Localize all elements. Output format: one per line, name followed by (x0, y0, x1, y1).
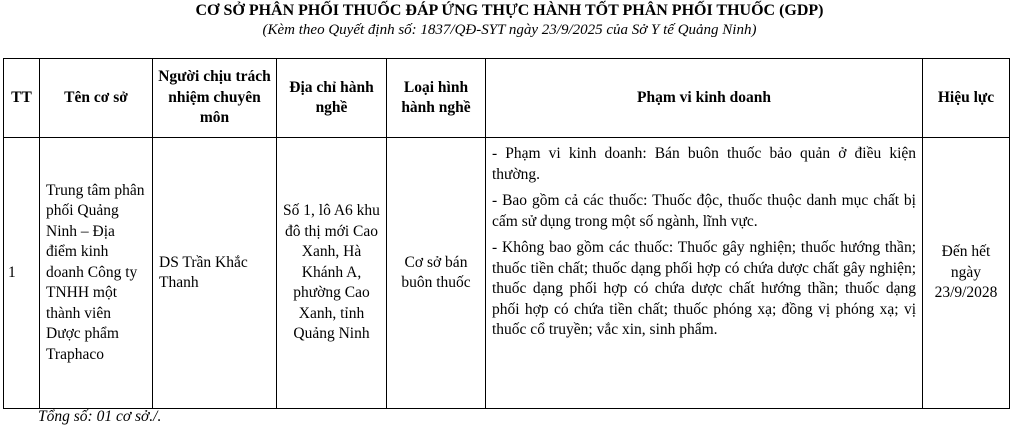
facility-table (3, 58, 1010, 409)
table-header (4, 59, 1010, 138)
cell-tt: 1 (4, 138, 40, 409)
scope-item: - Bao gồm cả các thuốc: Thuốc độc, thuốc thuộc danh mục chất bị cấm sử dụng trong một số ngành, lĩnh vực. (492, 192, 916, 230)
header-address: Địa chỉ hành nghề (277, 59, 387, 138)
header-effect: Hiệu lực (923, 59, 1010, 138)
header-type: Loại hình hành nghề (387, 59, 486, 138)
header-tt: TT (4, 59, 40, 138)
table-row (4, 138, 1010, 409)
cell-address: Số 1, lô A6 khu đô thị mới Cao Xanh, Hà Khánh A, phường Cao Xanh, tỉnh Quảng Ninh (277, 138, 387, 409)
cell-business-scope (486, 138, 923, 409)
total-count: Tổng số: 01 cơ sở./. (38, 408, 162, 425)
document-subtitle: (Kèm theo Quyết định số: 1837/QĐ-SYT ngày 23/9/2025 của Sở Y tế Quảng Ninh) (262, 22, 757, 38)
scope-item: - Không bao gồm các thuốc: Thuốc gây nghiện; thuốc hướng thần; thuốc tiền chất; thuốc dạng phối hợp có chứa dược chất gây nghiện; thuốc dạng phối hợp có chứa dược chất hướng thần; thuốc dạng phối hợp có chứa tiền chất; thuốc phóng xạ; đồng vị phóng xạ; vị thuốc cổ truyền; vắc xin, sinh phẩm. (492, 239, 916, 338)
table-body (4, 138, 1010, 409)
scope-item: - Phạm vi kinh doanh: Bán buôn thuốc bảo quản ở điều kiện thường. (492, 145, 916, 183)
cell-facility-name: Trung tâm phân phối Quảng Ninh – Địa điểm kinh doanh Công ty TNHH một thành viên Dược phẩm Traphaco (40, 138, 153, 409)
header-row (4, 59, 1010, 138)
cell-responsible-person: DS Trần Khắc Thanh (153, 138, 277, 409)
document-title: CƠ SỞ PHÂN PHỐI THUỐC ĐÁP ỨNG THỰC HÀNH TỐT PHÂN PHỐI THUỐC (GDP) (195, 2, 824, 19)
header-person: Người chịu trách nhiệm chuyên môn (153, 59, 277, 138)
header-scope: Phạm vi kinh doanh (486, 59, 923, 138)
cell-validity: Đến hết ngày 23/9/2028 (923, 138, 1010, 409)
cell-business-type: Cơ sở bán buôn thuốc (387, 138, 486, 409)
header-name: Tên cơ sở (40, 59, 153, 138)
